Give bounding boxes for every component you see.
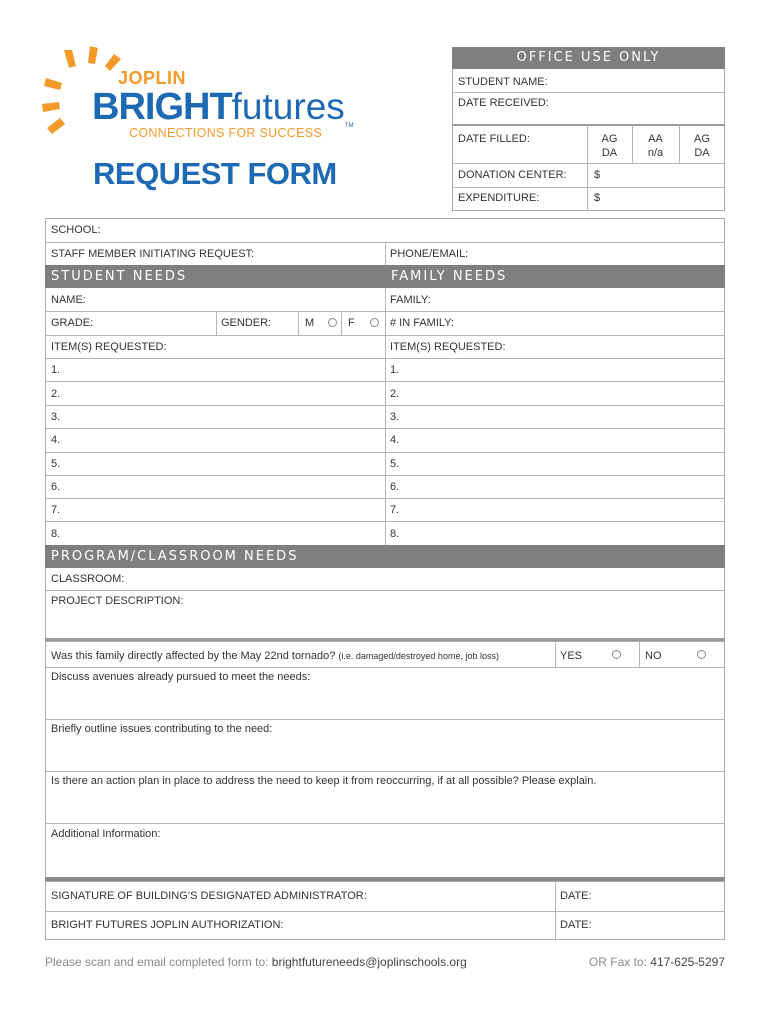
office-date-received: DATE RECEIVED:	[458, 97, 549, 109]
office-col3-bottom: DA	[694, 147, 710, 159]
student-name-label: NAME:	[51, 294, 86, 306]
office-expenditure-value: $	[594, 192, 601, 204]
phone-email-label: PHONE/EMAIL:	[390, 248, 469, 260]
gender-female-label: F	[348, 317, 355, 329]
family-item-6[interactable]: 6.	[390, 481, 400, 493]
office-col3-top: AG	[694, 133, 710, 145]
authorization-label: BRIGHT FUTURES JOPLIN AUTHORIZATION:	[51, 919, 284, 931]
admin-signature-label: SIGNATURE OF BUILDING’S DESIGNATED ADMINISTRATOR:	[51, 890, 367, 902]
office-use-header: OFFICE USE ONLY	[452, 47, 725, 69]
student-item-7[interactable]: 7.	[51, 504, 61, 516]
classroom-label: CLASSROOM:	[51, 573, 125, 585]
tornado-no-label: NO	[645, 650, 662, 662]
office-donation-center: DONATION CENTER:	[458, 169, 567, 181]
family-item-3[interactable]: 3.	[390, 411, 400, 423]
family-count-label: # IN FAMILY:	[390, 317, 454, 329]
staff-label: STAFF MEMBER INITIATING REQUEST:	[51, 248, 255, 260]
family-item-1[interactable]: 1.	[390, 364, 400, 376]
tornado-yes-radio[interactable]	[612, 650, 621, 659]
footer-email-link[interactable]: brightfutureneeds@joplinschools.org	[271, 955, 467, 969]
family-item-5[interactable]: 5.	[390, 458, 400, 470]
student-item-1[interactable]: 1.	[51, 364, 61, 376]
tornado-question-note: (i.e. damaged/destroyed home, job loss)	[338, 651, 499, 661]
logo-tm: TM	[344, 123, 354, 129]
student-item-8[interactable]: 8.	[51, 528, 61, 540]
student-item-4[interactable]: 4.	[51, 434, 61, 446]
tornado-yes-label: YES	[560, 650, 583, 662]
additional-info-label: Additional Information:	[51, 828, 161, 840]
student-items-label: ITEM(S) REQUESTED:	[51, 341, 167, 353]
project-description-label: PROJECT DESCRIPTION:	[51, 595, 184, 607]
office-col2-bottom: n/a	[647, 147, 664, 159]
logo-city: JOPLIN	[118, 68, 187, 88]
footer-instruction-text: Please scan and email completed form to:	[45, 955, 269, 969]
office-col2-top: AA	[648, 133, 663, 145]
family-item-8[interactable]: 8.	[390, 528, 400, 540]
student-needs-header: STUDENT NEEDS	[45, 265, 386, 288]
avenues-question: Discuss avenues already pursued to meet the needs:	[51, 671, 311, 683]
admin-date-label: DATE:	[560, 890, 592, 902]
form-title: REQUEST FORM	[93, 156, 337, 191]
family-item-7[interactable]: 7.	[390, 504, 400, 516]
family-item-2[interactable]: 2.	[390, 388, 400, 400]
tornado-question-text: Was this family directly affected by the May 22nd tornado?	[51, 650, 336, 662]
grade-label: GRADE:	[51, 317, 94, 329]
gender-label: GENDER:	[221, 317, 272, 329]
authorization-date-label: DATE:	[560, 919, 592, 931]
student-item-5[interactable]: 5.	[51, 458, 61, 470]
student-item-3[interactable]: 3.	[51, 411, 61, 423]
tornado-question	[51, 650, 499, 662]
action-plan-question: Is there an action plan in place to address the need to keep it from reoccurring, if at all possible? Please explain.	[51, 775, 597, 787]
office-date-filled: DATE FILLED:	[458, 133, 530, 145]
logo	[40, 42, 360, 142]
office-donation-value: $	[594, 169, 601, 181]
logo-brand	[92, 86, 353, 129]
logo-brand-bold: BRIGHT	[92, 86, 232, 128]
family-items-label: ITEM(S) REQUESTED:	[390, 341, 506, 353]
gender-male-radio[interactable]	[328, 318, 337, 327]
office-expenditure: EXPENDITURE:	[458, 192, 540, 204]
footer-instruction	[45, 955, 467, 969]
footer-fax	[589, 955, 725, 969]
family-item-4[interactable]: 4.	[390, 434, 400, 446]
gender-female-radio[interactable]	[370, 318, 379, 327]
logo-brand-light: futures	[231, 86, 345, 127]
gender-male-label: M	[305, 317, 315, 329]
family-needs-header: FAMILY NEEDS	[385, 265, 725, 288]
issues-question: Briefly outline issues contributing to the need:	[51, 723, 273, 735]
footer-fax-label: OR Fax to:	[588, 955, 647, 969]
office-col1-bottom: DA	[601, 147, 618, 159]
student-item-2[interactable]: 2.	[51, 388, 61, 400]
tornado-no-radio[interactable]	[697, 650, 706, 659]
footer-fax-number: 417-625-5297	[650, 955, 725, 969]
logo-tagline: CONNECTIONS FOR SUCCESS	[129, 126, 323, 140]
program-needs-header: PROGRAM/CLASSROOM NEEDS	[45, 545, 725, 568]
office-student-name: STUDENT NAME:	[458, 76, 548, 88]
school-label: SCHOOL:	[51, 224, 101, 236]
student-item-6[interactable]: 6.	[51, 481, 61, 493]
office-col1-top: AG	[601, 133, 618, 145]
family-label: FAMILY:	[390, 294, 431, 306]
